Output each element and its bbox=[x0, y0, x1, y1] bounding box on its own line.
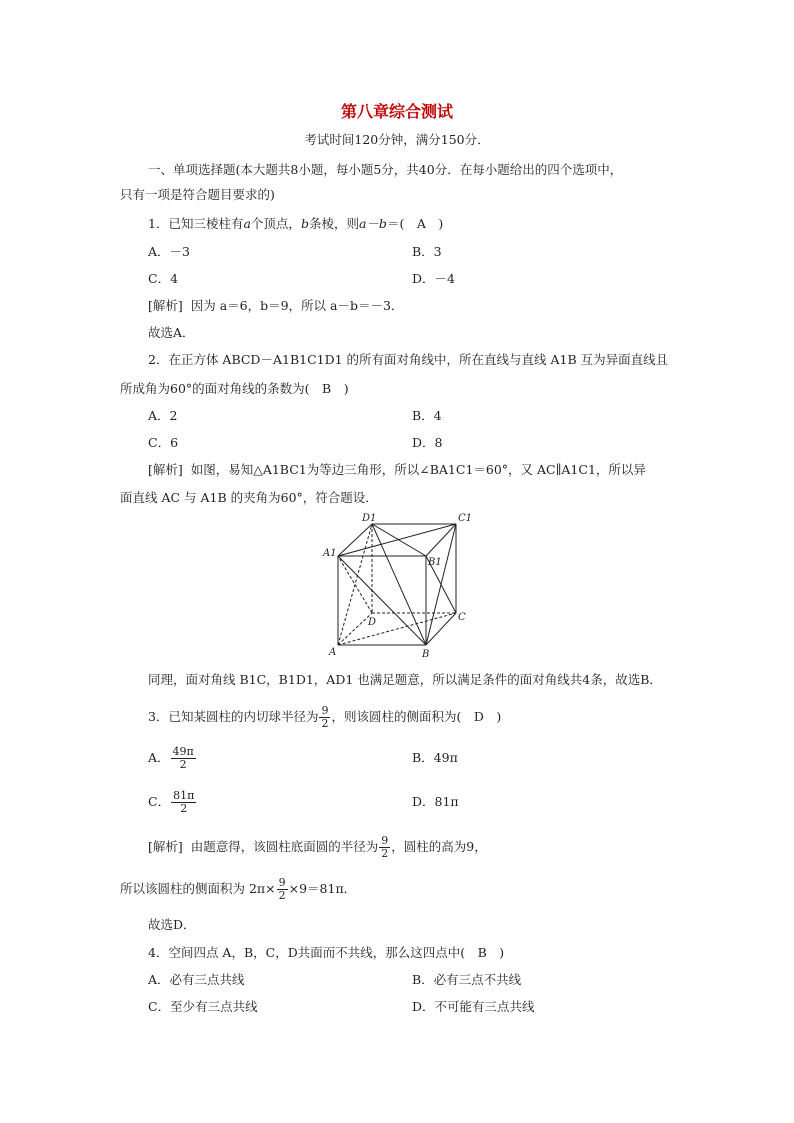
question-2-option-a: A．2 bbox=[148, 408, 178, 423]
analysis-tag: [解析] bbox=[148, 298, 183, 313]
analysis-tag: [解析] bbox=[148, 839, 183, 854]
question-3-analysis-line2: 所以该圆柱的侧面积为 2π× $\frac{9}{2}$ ×9＝81π． bbox=[120, 876, 357, 902]
section-heading-line1: 一、单项选择题(本大题共8小题，每小题5分，共40分．在每小题给出的四个选项中， bbox=[148, 162, 623, 177]
question-2-after-figure: 同理，面对角线 B1C，B1D1，AD1 也满足题意，所以满足条件的面对角线共4条，故选B． bbox=[148, 672, 662, 687]
question-3-option-d: D．81π bbox=[412, 794, 459, 809]
page-title: 第八章综合测试 bbox=[340, 102, 453, 121]
analysis-tag: [解析] bbox=[148, 462, 183, 477]
question-4-option-c: C．至少有三点共线 bbox=[148, 999, 258, 1014]
label-b1: B1 bbox=[428, 557, 442, 568]
question-3-option-b: B．49π bbox=[412, 750, 458, 765]
question-4-option-b: B．必有三点不共线 bbox=[412, 972, 522, 987]
question-4-stem: 4．空间四点 A，B，C，D共面而不共线，那么这四点中( B ) bbox=[148, 945, 505, 960]
question-1-option-c: C．4 bbox=[148, 271, 179, 286]
question-2-option-b: B．4 bbox=[412, 408, 442, 423]
question-3-conclusion: 故选D． bbox=[148, 917, 196, 932]
question-1-analysis: [解析] 因为 a＝6，b＝9，所以 a－b＝－3． bbox=[148, 298, 404, 313]
label-d: D bbox=[368, 617, 377, 628]
question-3-option-a: A． $\frac{49\pi}{2}$ bbox=[148, 745, 194, 771]
cube-figure bbox=[320, 510, 480, 660]
question-3-analysis-line1: [解析] 由题意得，该圆柱底面圆的半径为 $\frac{9}{2}$ ，圆柱的高为9， bbox=[148, 834, 487, 860]
question-2-stem-line2: 所成角为60°的面对角线的条数为( B ) bbox=[120, 381, 349, 396]
exam-info: 考试时间120分钟，满分150分． bbox=[304, 132, 490, 147]
question-1-stem: 1．已知三棱柱有a个顶点，b条棱，则a－b＝( A ) bbox=[148, 216, 444, 231]
section-heading-line2: 只有一项是符合题目要求的) bbox=[120, 187, 275, 202]
question-3-stem: 3．已知某圆柱的内切球半径为 $\frac{9}{2}$ ，则该圆柱的侧面积为( D ) bbox=[148, 704, 502, 730]
fraction-nine-halves: $\frac{9}{2}$ bbox=[321, 704, 329, 730]
label-d1: D1 bbox=[362, 513, 377, 524]
question-4-option-d: D．不可能有三点共线 bbox=[412, 999, 535, 1014]
question-1-option-d: D．－4 bbox=[412, 271, 455, 286]
label-a: A bbox=[329, 647, 337, 658]
question-1-conclusion: 故选A． bbox=[148, 325, 195, 340]
question-2-analysis-line1: [解析] 如图，易知△A1BC1为等边三角形，所以∠BA1C1＝60°，又 AC∥A1C1，所以异 bbox=[148, 462, 646, 477]
question-1-option-a: A．－3 bbox=[148, 244, 190, 259]
label-c1: C1 bbox=[458, 513, 473, 524]
question-3-option-c: C． $\frac{81\pi}{2}$ bbox=[148, 789, 195, 815]
label-a1: A1 bbox=[323, 548, 337, 559]
label-b: B bbox=[422, 649, 430, 660]
question-2-option-d: D．8 bbox=[412, 435, 443, 450]
question-2-stem-line1: 2．在正方体 ABCD－A1B1C1D1 的所有面对角线中，所在直线与直线 A1B 互为异面直线且 bbox=[148, 352, 669, 367]
label-c: C bbox=[458, 612, 466, 623]
question-2-analysis-line2: 面直线 AC 与 A1B 的夹角为60°，符合题设． bbox=[120, 490, 378, 505]
question-1-option-b: B．3 bbox=[412, 244, 442, 259]
question-4-option-a: A．必有三点共线 bbox=[148, 972, 245, 987]
question-2-option-c: C．6 bbox=[148, 435, 179, 450]
